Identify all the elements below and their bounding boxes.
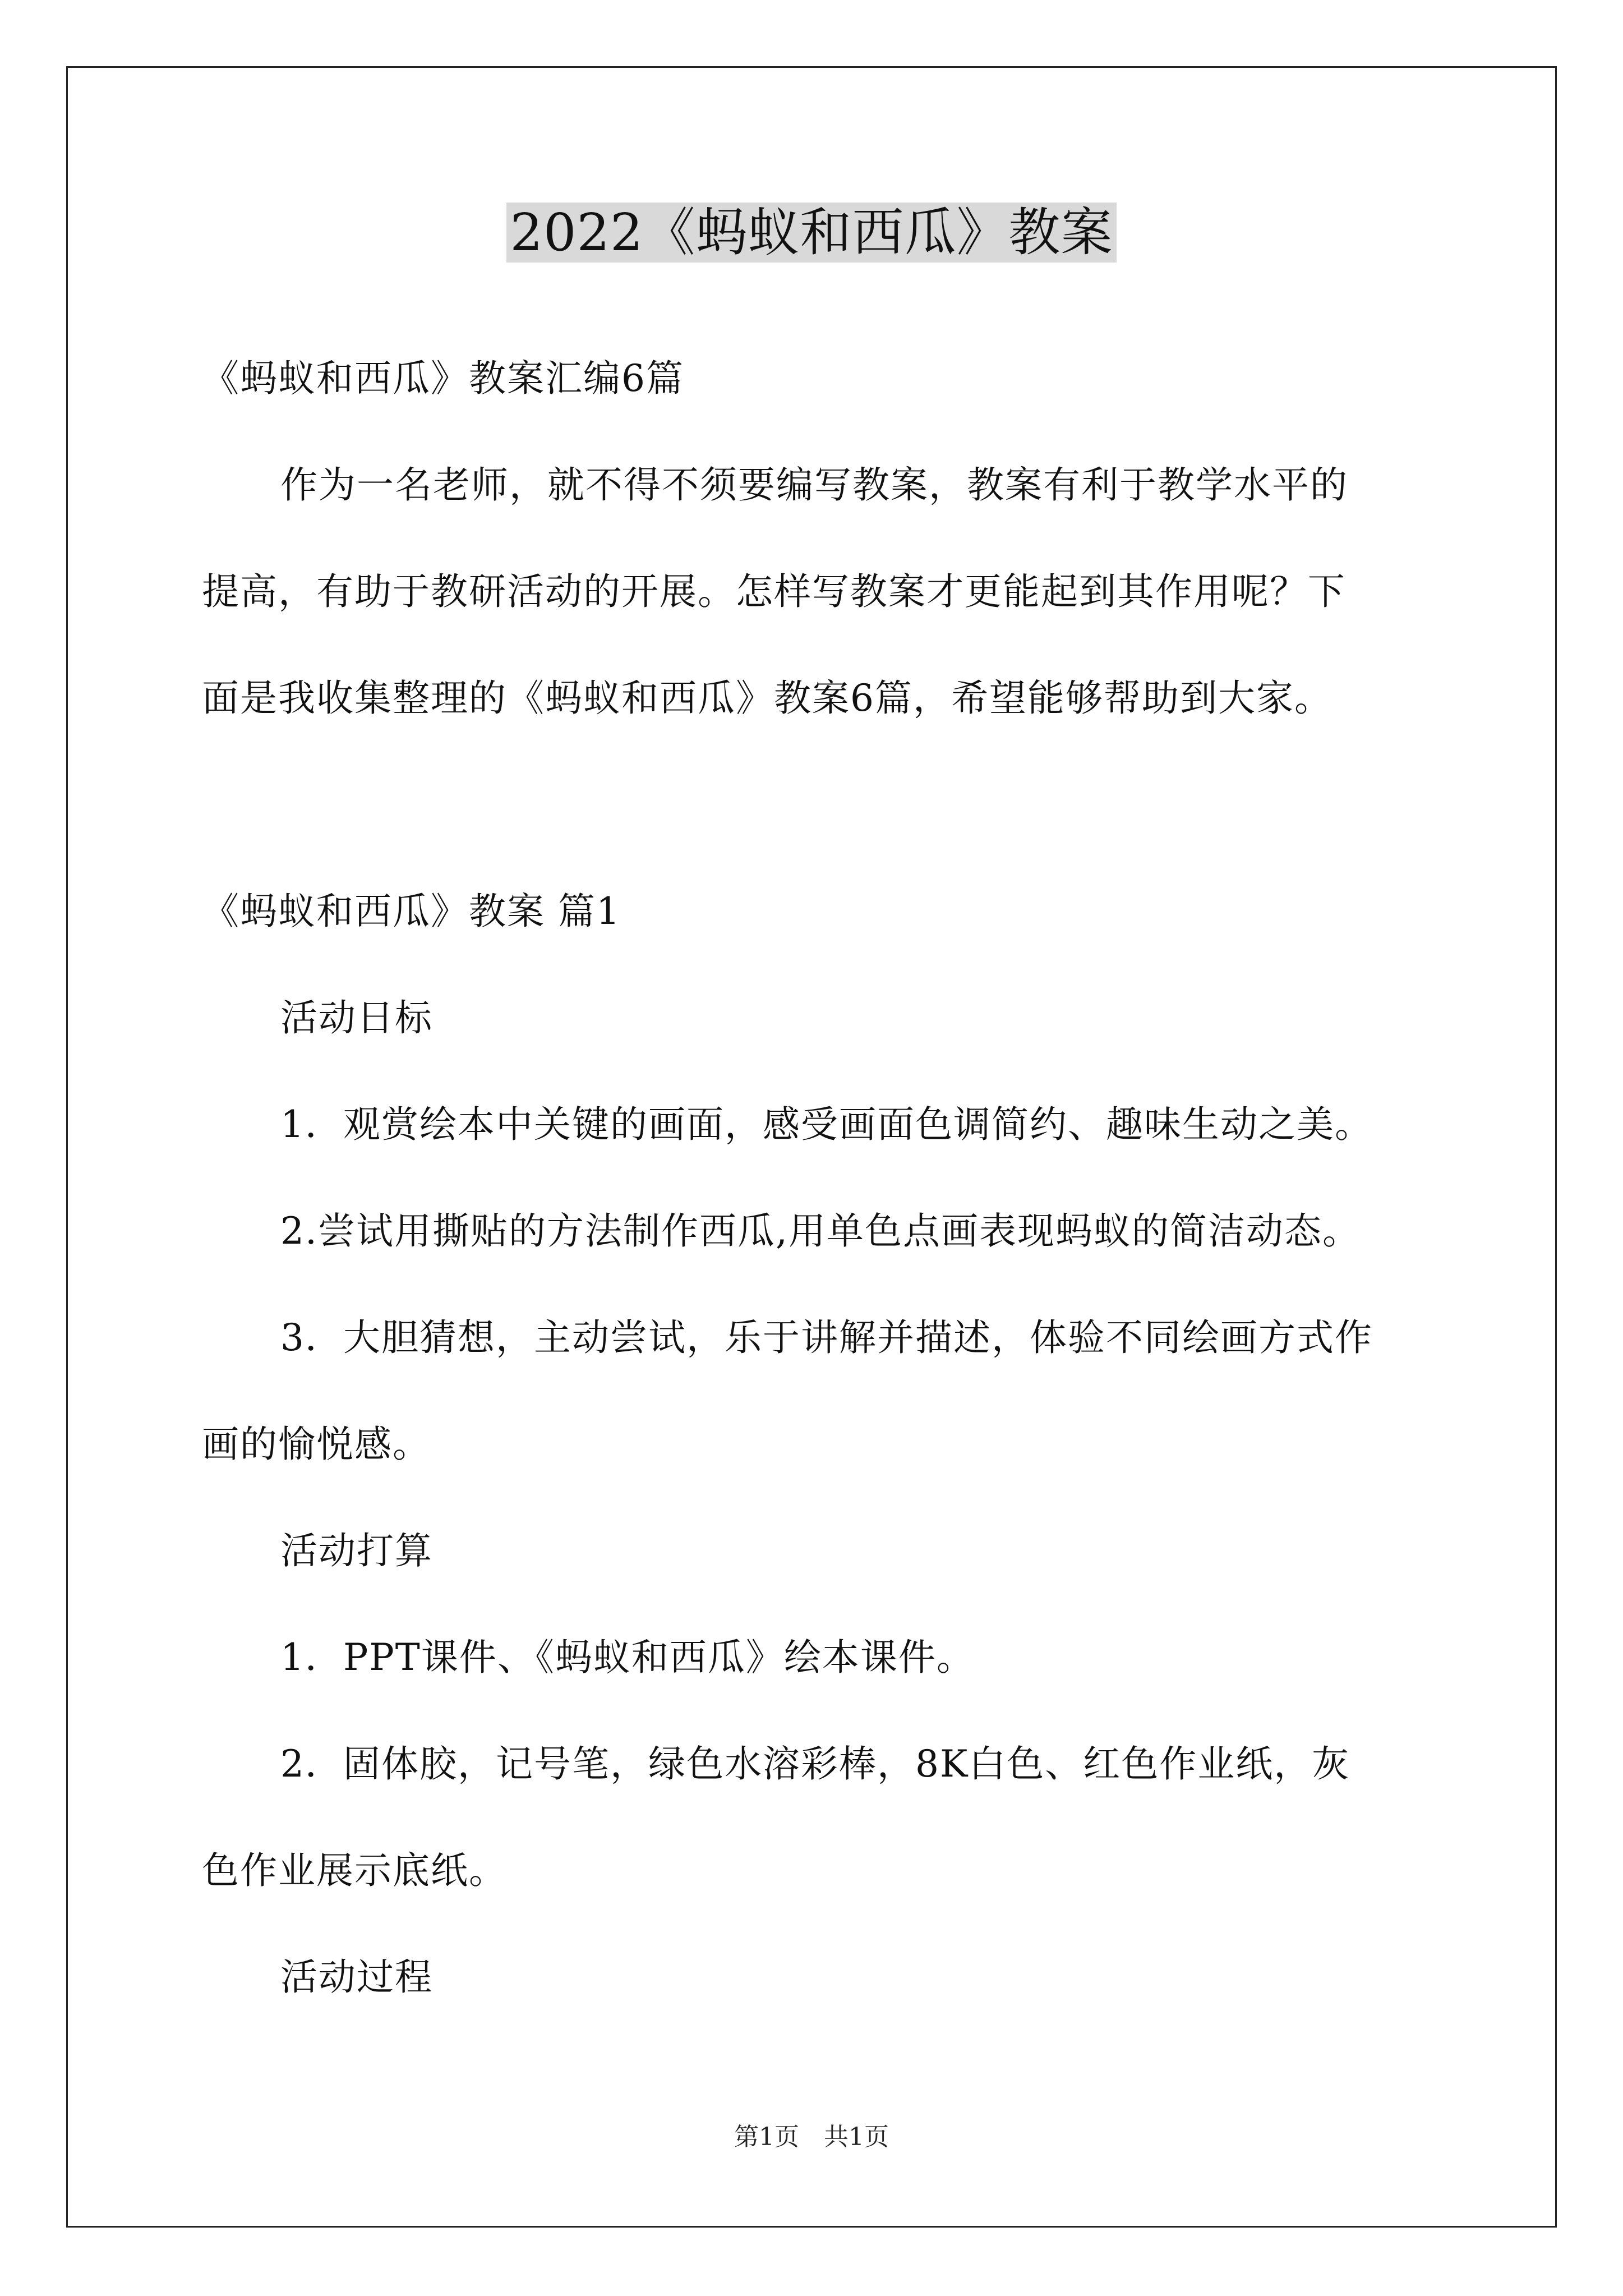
goal-item-1: 1．观赏绘本中关键的画面，感受画面色调简约、趣味生动之美。	[280, 1103, 1373, 1146]
intro-paragraph-line-1: 作为一名老师，就不得不须要编写教案，教案有利于教学水平的	[280, 463, 1348, 507]
page-footer: 第1页 共1页	[734, 2123, 889, 2151]
prep-item-1: 1．PPT课件、《蚂蚁和西瓜》绘本课件。	[280, 1636, 975, 1679]
document-title	[0, 196, 1623, 269]
goal-item-3-line-2: 画的愉悦感。	[202, 1423, 431, 1466]
section-heading-1: 《蚂蚁和西瓜》教案 篇1	[202, 890, 621, 933]
collection-heading: 《蚂蚁和西瓜》教案汇编6篇	[202, 357, 684, 400]
subheading-activity-goals: 活动日标	[280, 996, 433, 1039]
subheading-activity-prep: 活动打算	[280, 1529, 433, 1572]
subheading-activity-process: 活动过程	[280, 1955, 433, 1999]
prep-item-2-line-2: 色作业展示底纸。	[202, 1849, 507, 1892]
prep-item-2-line-1: 2．固体胶，记号笔，绿色水溶彩棒，8K白色、红色作业纸，灰	[280, 1742, 1350, 1786]
goal-item-2: 2.尝试用撕贴的方法制作西瓜,用单色点画表现蚂蚁的简洁动态。	[280, 1209, 1361, 1253]
intro-paragraph-line-3: 面是我收集整理的《蚂蚁和西瓜》教案6篇，希望能够帮助到大家。	[202, 677, 1332, 720]
document-title-text: 2022《蚂蚁和西瓜》教案	[506, 203, 1116, 263]
intro-paragraph-line-2: 提高，有助于教研活动的开展。怎样写教案才更能起到其作用呢？下	[202, 570, 1346, 613]
goal-item-3-line-1: 3．大胆猜想，主动尝试，乐于讲解并描述，体验不同绘画方式作	[280, 1316, 1373, 1359]
